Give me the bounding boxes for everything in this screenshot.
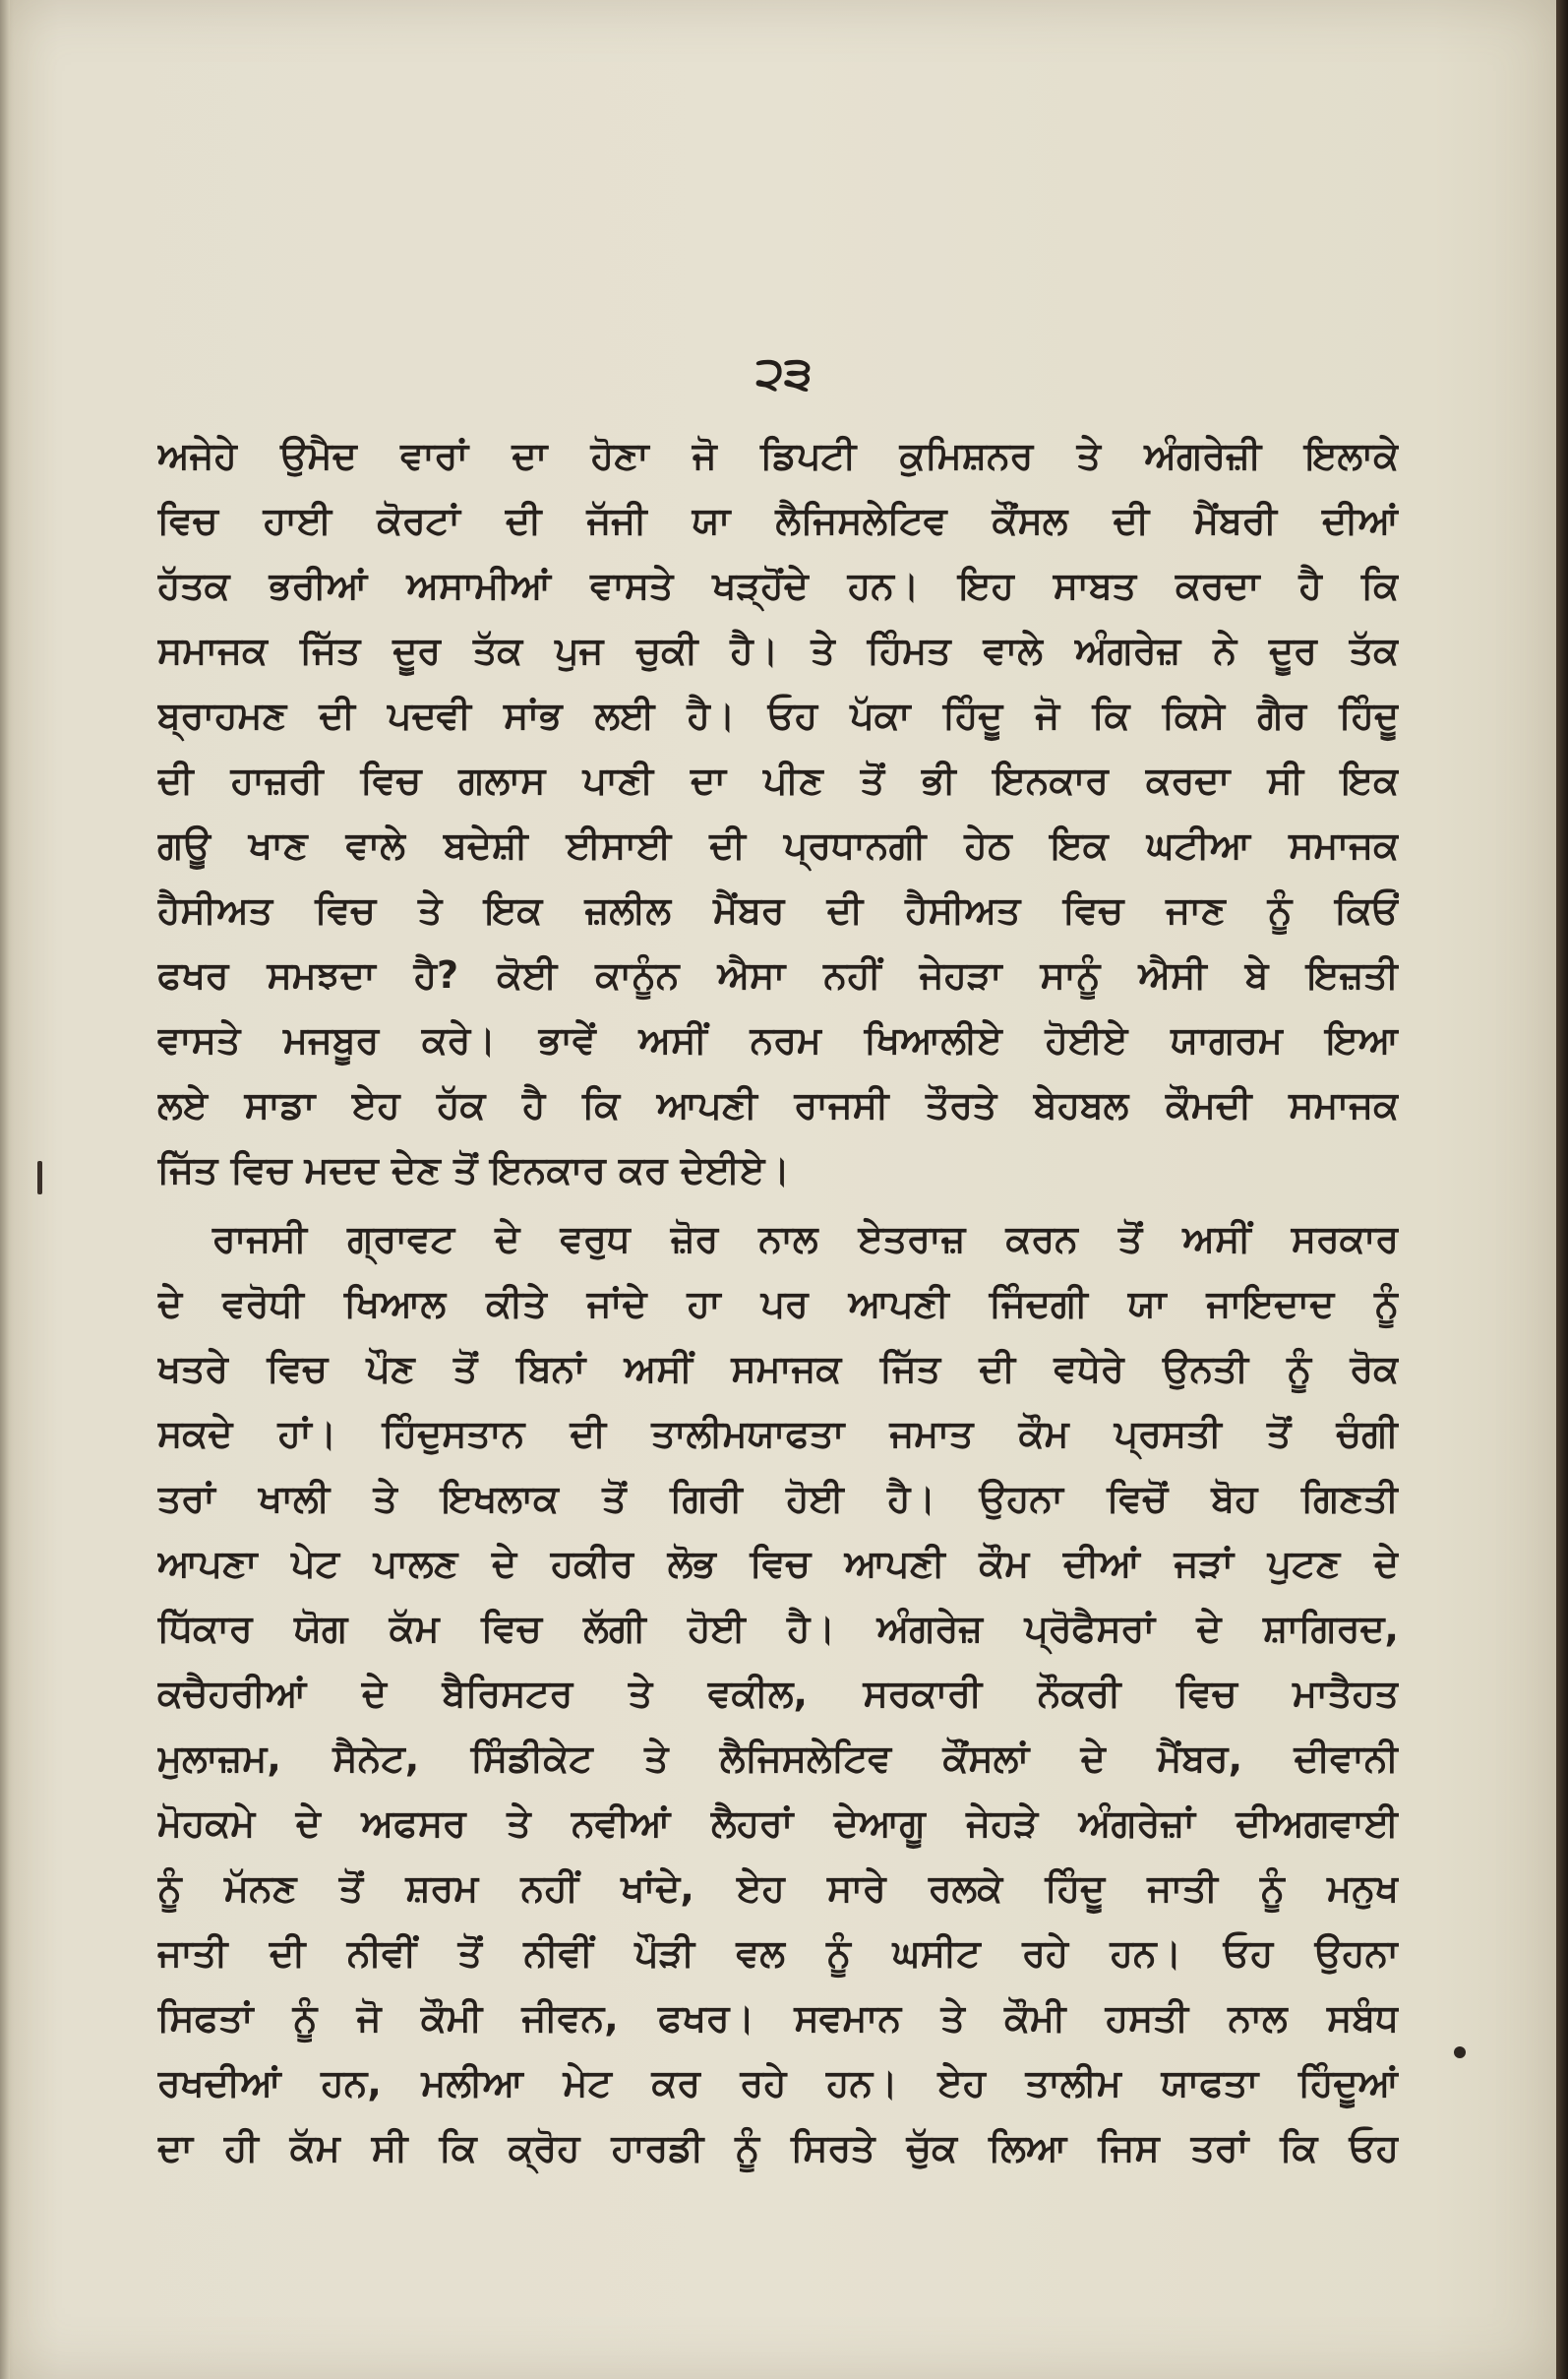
text-line: ਆਪਣਾ ਪੇਟ ਪਾਲਣ ਦੇ ਹਕੀਰ ਲੋਭ ਵਿਚ ਆਪਣੀ ਕੌਮ ਦੀਆਂ ਜੜਾਂ ਪੁਟਣ ਦੇ (157, 1542, 1399, 1585)
text-line: ਰਖਦੀਆਂ ਹਨ, ਮਲੀਆ ਮੇਟ ਕਰ ਰਹੇ ਹਨ। ਏਹ ਤਾਲੀਮ ਯਾਫਤਾ ਹਿੰਦੂਆਂ (157, 2061, 1399, 2104)
body-text (157, 423, 1399, 2180)
text-line: ਰਾਜਸੀ ਗ੍ਰਾਵਟ ਦੇ ਵਰੁਧ ਜ਼ੋਰ ਨਾਲ ਏਤਰਾਜ਼ ਕਰਨ ਤੋਂ ਅਸੀਂ ਸਰਕਾਰ (212, 1217, 1399, 1260)
text-line: ਸਕਦੇ ਹਾਂ। ਹਿੰਦੁਸਤਾਨ ਦੀ ਤਾਲੀਮਯਾਫਤਾ ਜਮਾਤ ਕੌਮ ਪ੍ਰਸਤੀ ਤੋਂ ਚੰਗੀ (157, 1412, 1399, 1455)
text-line: ਦੇ ਵਰੋਧੀ ਖਿਆਲ ਕੀਤੇ ਜਾਂਦੇ ਹਾ ਪਰ ਆਪਣੀ ਜਿੰਦਗੀ ਯਾ ਜਾਇਦਾਦ ਨੂੰ (157, 1282, 1399, 1325)
text-line: ਧਿੱਕਾਰ ਯੋਗ ਕੱਮ ਵਿਚ ਲੱਗੀ ਹੋਈ ਹੈ। ਅੰਗਰੇਜ਼ ਪ੍ਰੋਫੈਸਰਾਂ ਦੇ ਸ਼ਾਗਿਰਦ, (157, 1607, 1399, 1650)
text-line: ਫਖਰ ਸਮਝਦਾ ਹੈ? ਕੋਈ ਕਾਨੂੰਨ ਐਸਾ ਨਹੀਂ ਜੇਹੜਾ ਸਾਨੂੰ ਐਸੀ ਬੇ ਇਜ਼ਤੀ (157, 953, 1399, 997)
text-line: ਹੱਤਕ ਭਰੀਆਂ ਅਸਾਮੀਆਂ ਵਾਸਤੇ ਖੜ੍ਹੋਂਦੇ ਹਨ। ਇਹ ਸਾਬਤ ਕਰਦਾ ਹੈ ਕਿ (157, 564, 1399, 607)
text-line: ਸਿਫਤਾਂ ਨੂੰ ਜੋ ਕੌਮੀ ਜੀਵਨ, ਫਖਰ। ਸਵਮਾਨ ਤੇ ਕੌਮੀ ਹਸਤੀ ਨਾਲ ਸਬੰਧ (157, 1996, 1399, 2040)
text-line: ਕਚੈਹਰੀਆਂ ਦੇ ਬੈਰਿਸਟਰ ਤੇ ਵਕੀਲ, ਸਰਕਾਰੀ ਨੌਕਰੀ ਵਿਚ ਮਾਤੈਹਤ (157, 1672, 1399, 1715)
text-line: ਬ੍ਰਾਹਮਣ ਦੀ ਪਦਵੀ ਸਾਂਭ ਲਈ ਹੈ। ਓਹ ਪੱਕਾ ਹਿੰਦੂ ਜੋ ਕਿ ਕਿਸੇ ਗੈਰ ਹਿੰਦੂ (157, 694, 1399, 737)
text-line: ਖਤਰੇ ਵਿਚ ਪੌਣ ਤੋਂ ਬਿਨਾਂ ਅਸੀਂ ਸਮਾਜਕ ਜਿੱਤ ਦੀ ਵਧੇਰੇ ਉਨਤੀ ਨੂੰ ਰੋਕ (157, 1347, 1399, 1390)
paragraph-2 (157, 1206, 1399, 2180)
text-line: ਅਜੇਹੇ ਉਮੈਦ ਵਾਰਾਂ ਦਾ ਹੋਣਾ ਜੋ ਡਿਪਟੀ ਕੁਮਿਸ਼ਨਰ ਤੇ ਅੰਗਰੇਜ਼ੀ ਇਲਾਕੇ (157, 434, 1399, 477)
text-line: ਗਊ ਖਾਣ ਵਾਲੇ ਬਦੇਸ਼ੀ ਈਸਾਈ ਦੀ ਪ੍ਰਧਾਨਗੀ ਹੇਠ ਇਕ ਘਟੀਆ ਸਮਾਜਕ (157, 824, 1399, 867)
text-line: ਵਾਸਤੇ ਮਜਬੂਰ ਕਰੇ। ਭਾਵੇਂ ਅਸੀਂ ਨਰਮ ਖਿਆਲੀਏ ਹੋਈਏ ਯਾਗਰਮ ਇਆ (157, 1018, 1399, 1062)
text-line: ਜਾਤੀ ਦੀ ਨੀਵੀਂ ਤੋਂ ਨੀਵੀਂ ਪੌੜੀ ਵਲ ਨੂੰ ਘਸੀਟ ਰਹੇ ਹਨ। ਓਹ ਉਹਨਾ (157, 1931, 1399, 1975)
text-line: ਮੁਲਾਜ਼ਮ, ਸੈਨੇਟ, ਸਿੰਡੀਕੇਟ ਤੇ ਲੈਜਿਸਲੇਟਿਵ ਕੌਂਸਲਾਂ ਦੇ ਮੈਂਬਰ, ਦੀਵਾਨੀ (157, 1737, 1399, 1780)
text-line: ਮੋਹਕਮੇ ਦੇ ਅਫਸਰ ਤੇ ਨਵੀਆਂ ਲੈਹਰਾਂ ਦੇਆਗੂ ਜੇਹੜੇ ਅੰਗਰੇਜ਼ਾਂ ਦੀਅਗਵਾਈ (157, 1801, 1399, 1845)
page-number: ੨੩ (755, 346, 813, 399)
text-line: ਵਿਚ ਹਾਈ ਕੋਰਟਾਂ ਦੀ ਜੱਜੀ ਯਾ ਲੈਜਿਸਲੇਟਿਵ ਕੌਂਸਲ ਦੀ ਮੈਂਬਰੀ ਦੀਆਂ (157, 499, 1399, 542)
text-line: ਤਰਾਂ ਖਾਲੀ ਤੇ ਇਖਲਾਕ ਤੋਂ ਗਿਰੀ ਹੋਈ ਹੈ। ਉਹਨਾ ਵਿਚੋਂ ਬੋਹ ਗਿਣਤੀ (157, 1477, 1399, 1520)
text-line: ਨੂੰ ਮੱਨਣ ਤੋਂ ਸ਼ਰਮ ਨਹੀਂ ਖਾਂਦੇ, ਏਹ ਸਾਰੇ ਰਲਕੇ ਹਿੰਦੂ ਜਾਤੀ ਨੂੰ ਮਨੁਖ (157, 1866, 1399, 1910)
text-line: ਦੀ ਹਾਜ਼ਰੀ ਵਿਚ ਗਲਾਸ ਪਾਣੀ ਦਾ ਪੀਣ ਤੋਂ ਭੀ ਇਨਕਾਰ ਕਰਦਾ ਸੀ ਇਕ (157, 759, 1399, 802)
text-line: ਸਮਾਜਕ ਜਿੱਤ ਦੂਰ ਤੱਕ ਪੁਜ ਚੁਕੀ ਹੈ। ਤੇ ਹਿੰਮਤ ਵਾਲੇ ਅੰਗਰੇਜ਼ ਨੇ ਦੂਰ ਤੱਕ (157, 629, 1399, 672)
text-line: ਦਾ ਹੀ ਕੱਮ ਸੀ ਕਿ ਕ੍ਰੋਹ ਹਾਰਡੀ ਨੂੰ ਸਿਰਤੇ ਚੁੱਕ ਲਿਆ ਜਿਸ ਤਰਾਂ ਕਿ ਓਹ (157, 2126, 1399, 2169)
margin-mark (37, 1161, 42, 1194)
ink-spot (1454, 2046, 1466, 2058)
paragraph-1 (157, 423, 1399, 1202)
text-line: ਜਿੱਤ ਵਿਚ ਮਦਦ ਦੇਣ ਤੋਂ ਇਨਕਾਰ ਕਰ ਦੇਈਏ। (157, 1148, 791, 1191)
text-line: ਹੈਸੀਅਤ ਵਿਚ ਤੇ ਇਕ ਜ਼ਲੀਲ ਮੈਂਬਰ ਦੀ ਹੈਸੀਅਤ ਵਿਚ ਜਾਣ ਨੂੰ ਕਿਓਂ (157, 888, 1399, 932)
text-line: ਲਏ ਸਾਡਾ ਏਹ ਹੱਕ ਹੈ ਕਿ ਆਪਣੀ ਰਾਜਸੀ ਤੌਰਤੇ ਬੇਹਬਲ ਕੌਮਦੀ ਸਮਾਜਕ (157, 1083, 1399, 1127)
